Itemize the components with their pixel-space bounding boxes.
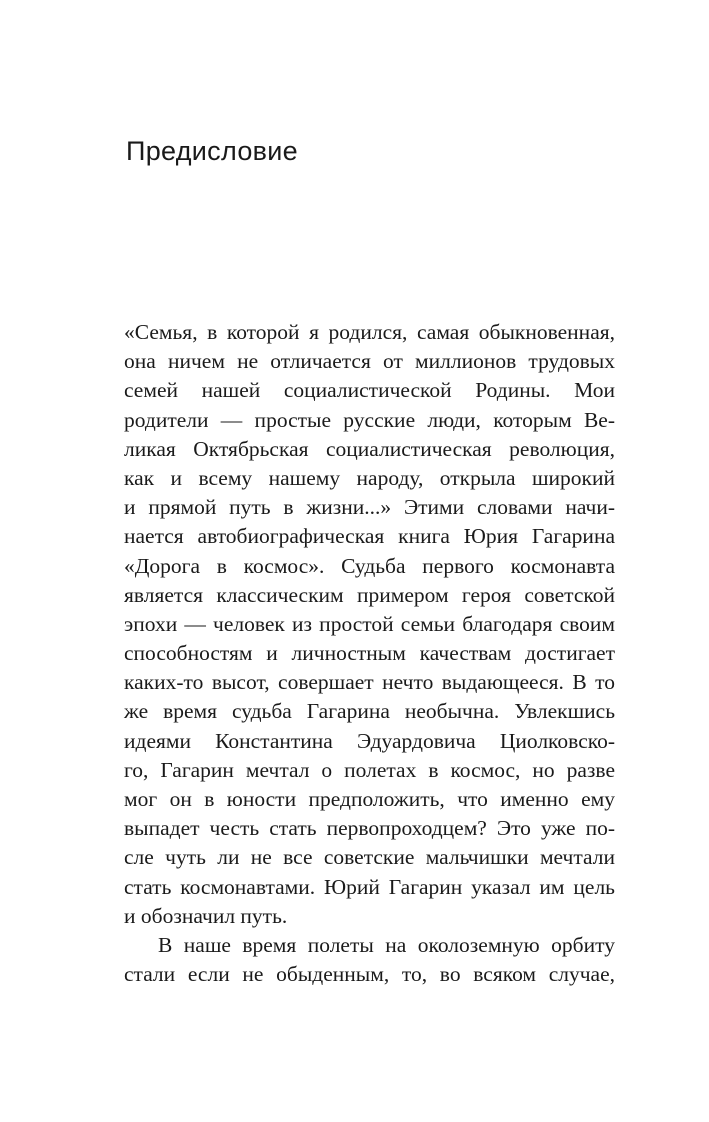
text-line: «Семья, в которой я родился, самая обыкновенная,: [124, 320, 615, 344]
text-line: нается автобиографическая книга Юрия Гагарина: [124, 524, 615, 549]
text-line: является классическим примером героя советской: [124, 582, 615, 607]
text-line: В наше время полеты на околоземную орбиту: [158, 932, 615, 957]
text-line: каких-то высот, совершает нечто выдающееся. В то: [124, 670, 615, 695]
text-line: эпохи — человек из простой семьи благодаря своим: [124, 611, 615, 636]
text-line: родители — простые русские люди, которым Ве-: [124, 407, 615, 432]
text-line: и прямой путь в жизни...» Этими словами начи-: [124, 495, 615, 520]
text-line: же время судьба Гагарина необычна. Увлекшись: [124, 699, 615, 724]
text-line: го, Гагарин мечтал о полетах в космос, но разве: [124, 757, 615, 782]
text-line: и обозначил путь.: [124, 903, 288, 928]
text-line: она ничем не отличается от миллионов трудовых: [124, 349, 615, 374]
text-line: ликая Октябрьская социалистическая революция,: [124, 436, 615, 461]
paragraph-1: [124, 318, 615, 931]
text-line: семей нашей социалистической Родины. Мои: [124, 378, 615, 403]
text-line: «Дорога в космос». Судьба первого космонавта: [124, 553, 615, 578]
body-text: [124, 318, 615, 989]
text-line: выпадет честь стать первопроходцем? Это уже по-: [124, 816, 615, 841]
text-line: способностям и личностным качествам достигает: [124, 641, 615, 666]
text-line: стали если не обыденным, то, во всяком случае,: [124, 962, 615, 987]
chapter-title: Предисловие: [126, 136, 298, 166]
text-line: мог он в юности предположить, что именно ему: [124, 787, 615, 811]
text-line: стать космонавтами. Юрий Гагарин указал им цель: [124, 874, 615, 899]
text-line: как и всему нашему народу, открыла широкий: [124, 465, 615, 490]
text-line: сле чуть ли не все советские мальчишки мечтали: [124, 845, 615, 870]
paragraph-2: [124, 931, 615, 989]
text-line: идеями Константина Эдуардовича Циолковско-: [124, 728, 615, 753]
